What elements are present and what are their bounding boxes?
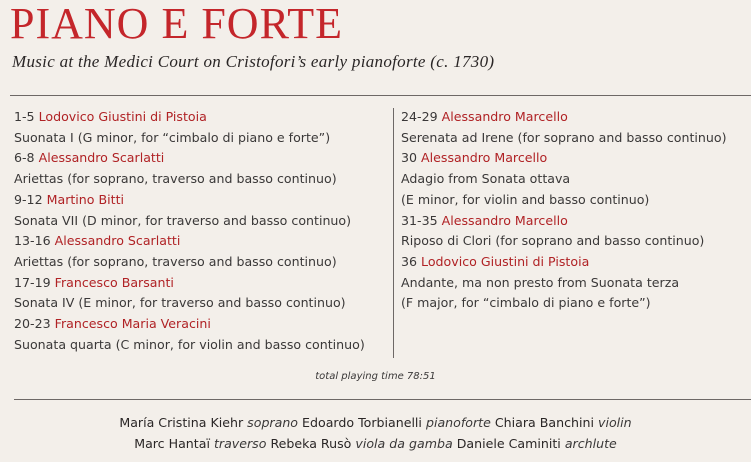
composer: Alessandro Marcello xyxy=(441,109,568,124)
track-number: 6-8 xyxy=(14,150,35,166)
performer-role: pianoforte xyxy=(425,415,491,430)
track-number: 13-16 xyxy=(14,233,51,249)
composer: Francesco Maria Veracini xyxy=(54,316,211,332)
track-number: 30 xyxy=(401,150,418,166)
track-work: Ariettas (for soprano, traverso and basso continuo) xyxy=(14,171,337,187)
performer-name: Chiara Banchini xyxy=(494,415,594,430)
track-heading xyxy=(14,190,365,211)
track-work: Serenata ad Irene (for soprano and basso continuo) xyxy=(401,129,727,145)
track-number: 36 xyxy=(401,253,418,269)
track-heading xyxy=(14,107,365,128)
tracklist-left xyxy=(14,107,365,355)
track-work: Andante, ma non presto from Suonata terza xyxy=(401,274,680,290)
track-work: Suonata quarta (C minor, for violin and basso continuo) xyxy=(14,336,365,352)
tracklist-right xyxy=(401,107,727,314)
performer-name: María Cristina Kiehr xyxy=(119,415,244,430)
composer: Alessandro Scarlatti xyxy=(54,233,181,249)
total-playing-time: total playing time 78:51 xyxy=(315,371,436,382)
performers-line-1 xyxy=(0,415,751,430)
track-work: Ariettas (for soprano, traverso and basso continuo) xyxy=(14,253,337,269)
track-number: 17-19 xyxy=(14,274,51,290)
performer-role: archlute xyxy=(564,436,617,451)
track-work: Suonata I (G minor, for “cimbalo di piano e forte”) xyxy=(14,129,331,145)
performer-name: Daniele Caminiti xyxy=(456,436,561,451)
performer-role: viola da gamba xyxy=(355,436,453,451)
composer: Alessandro Marcello xyxy=(421,150,548,166)
page-title: PIANO E FORTE xyxy=(10,0,344,48)
composer: Lodovico Giustini di Pistoia xyxy=(421,253,590,269)
composer: Martino Bitti xyxy=(46,191,125,207)
composer: Francesco Barsanti xyxy=(54,274,174,290)
track-heading xyxy=(14,231,365,252)
performer-role: soprano xyxy=(247,415,299,430)
performer-name: Marc Hantaï xyxy=(134,436,210,451)
composer: Lodovico Giustini di Pistoia xyxy=(38,109,207,124)
track-work: Sonata IV (E minor, for traverso and basso continuo) xyxy=(14,295,346,311)
subtitle: Music at the Medici Court on Cristofori’s early pianoforte (c. 1730) xyxy=(12,52,495,71)
track-heading xyxy=(401,148,727,169)
column-divider xyxy=(393,108,394,358)
track-work-continued: (F major, for “cimbalo di piano e forte”) xyxy=(401,295,651,311)
track-number: 31-35 xyxy=(401,212,438,228)
track-work: Sonata VII (D minor, for traverso and basso continuo) xyxy=(14,212,352,228)
top-divider xyxy=(10,95,751,96)
track-work: Adagio from Sonata ottava xyxy=(401,171,571,187)
composer: Alessandro Scarlatti xyxy=(38,150,165,166)
bottom-divider xyxy=(14,399,751,400)
track-heading xyxy=(401,252,727,273)
track-number: 20-23 xyxy=(14,316,51,332)
track-number: 1-5 xyxy=(14,109,35,124)
performer-name: Rebeka Rusò xyxy=(270,436,352,451)
track-heading xyxy=(14,273,365,294)
track-heading xyxy=(14,314,365,335)
track-work-continued: (E minor, for violin and basso continuo) xyxy=(401,191,650,207)
performer-role: violin xyxy=(598,415,632,430)
track-number: 9-12 xyxy=(14,191,43,207)
composer: Alessandro Marcello xyxy=(441,212,568,228)
track-work: Riposo di Clori (for soprano and basso continuo) xyxy=(401,233,705,249)
track-heading xyxy=(401,211,727,232)
track-number: 24-29 xyxy=(401,109,438,124)
track-heading xyxy=(401,107,727,128)
performer-name: Edoardo Torbianelli xyxy=(302,415,422,430)
track-heading xyxy=(14,148,365,169)
performers-line-2 xyxy=(0,436,751,451)
performer-role: traverso xyxy=(213,436,267,451)
